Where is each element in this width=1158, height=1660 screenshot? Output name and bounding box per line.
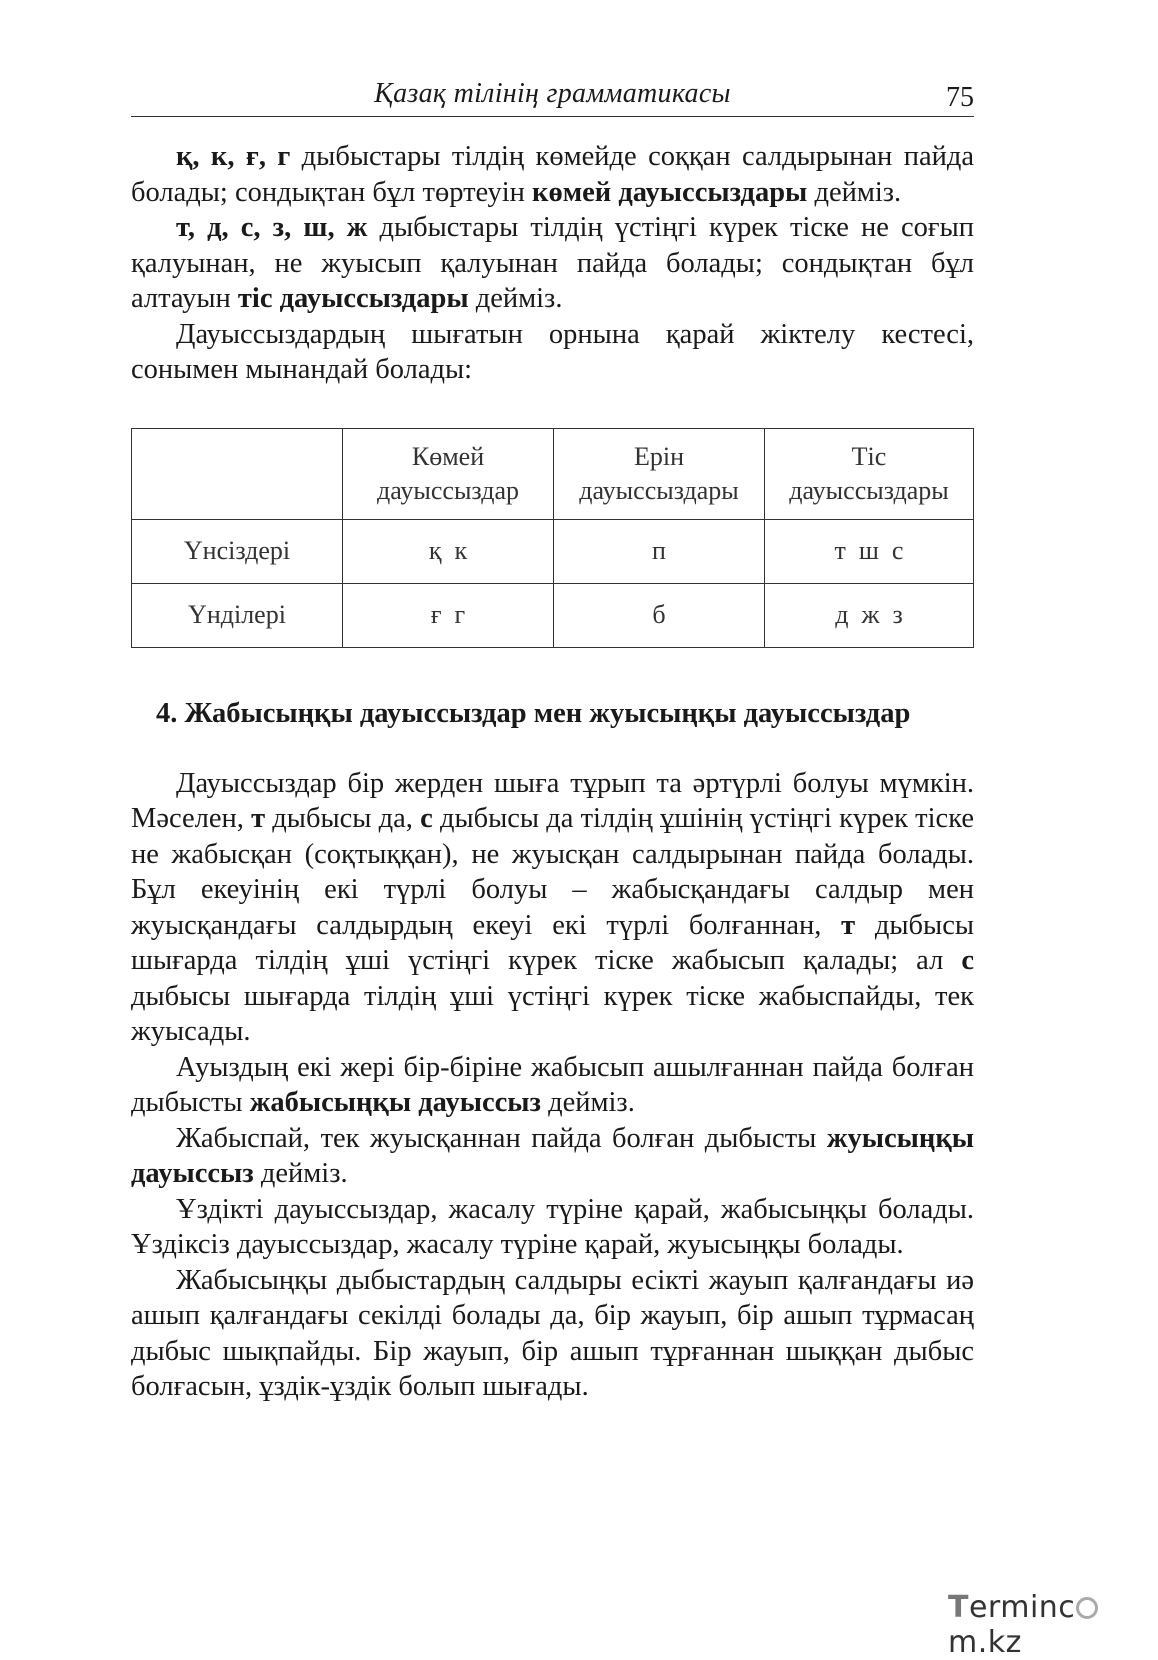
table-row [132,583,974,647]
site-watermark [948,1590,1158,1660]
table-header-cell: Ерін дауыссыздары [554,428,765,519]
table-cell: д ж з [765,583,974,647]
paragraph [131,766,974,1050]
paragraph [131,1050,974,1121]
watermark-o-ring [1076,1597,1098,1619]
bold-term: т [251,803,266,834]
bold-term: қ, к, ғ, г [176,141,291,172]
table-cell: ғ г [343,583,554,647]
bold-term: жуысыңқы дауыссыз [131,1122,974,1189]
table-cell: б [554,583,765,647]
bold-term: көмей дауыссыздары [532,176,808,208]
running-title: Қазақ тілінің грамматикасы [374,78,731,109]
bold-term: т [841,909,856,941]
table-row-label: Үнділері [132,583,343,647]
table-header-cell: Тіс дауыссыздары [765,428,974,519]
text-run: дейміз. [468,283,563,314]
text-run: Жабысыңқы дыбыстардың салдыры есікті жауып қалғандағы иә ашып қалғандағы секілді болады да, бір жауып, бір ашып тұрмасаң дыбыс шықпайды. Бір жауып, бір ашып тұрғаннан шыққан дыбыс болғасын, ұздік-ұздік болып шығады. [131,1264,974,1402]
page-number: 75 [946,82,974,113]
text-run: Дауыссыздар бір жерден шыға тұрып та әртүрлі болуы мүмкін. Мәселен, [131,767,974,834]
book-page [131,78,974,1405]
text-run: дыбыстары тілдің көмейде соққан салдырынан пайда болады; сондықтан бұл төртеуін [131,141,974,208]
text-run: Дауыссыздардың шығатын орнына қарай жіктелу кестесі, сонымен мынандай болады: [131,318,974,385]
text-run: дейміз. [807,176,902,208]
paragraph [131,139,974,210]
text-run: Ауыздың екі жері бір-біріне жабысып ашылғаннан пайда болған дыбысты [131,1051,974,1118]
table-row-label: Үнсіздері [132,519,343,583]
text-run: дыбысы шығарда тілдің ұші үстіңгі күрек тіске жабысып қалады; ал [131,909,974,976]
text-run: Жабыспай, тек жуысқаннан пайда болған дыбысты [176,1122,827,1154]
text-run: дыбысы шығарда тілдің ұші үстіңгі күрек тіске жабыспайды, тек жуысады. [131,980,974,1047]
bold-term: т, д, с, з, ш, ж [176,212,368,243]
running-header [131,78,974,117]
bold-term: с [420,803,433,834]
watermark-mid: erminc [968,1590,1076,1625]
table-corner-cell [132,428,343,519]
table-cell: п [554,519,765,583]
watermark-end: m.kz [948,1625,1022,1660]
table-row [132,519,974,583]
text-run: дейміз. [253,1158,348,1189]
text-run: дыбысы да тілдің ұшінің үстіңгі күрек тіске не жабысқан (соқтыққан), не жуысқан салдырынан пайда болады. Бұл екеуінің екі түрлі болуы – жабысқандағы салдыр мен жуысқандағы салдырдың екеуі екі түрлі болғаннан, [131,803,974,941]
text-run: дыбысы да, [265,803,421,834]
table-cell: қ к [343,519,554,583]
paragraph [131,210,974,317]
table-header-cell: Көмей дауыссыздар [343,428,554,519]
paragraph [131,1192,974,1263]
bold-term: тіс дауыссыздары [237,283,469,314]
consonant-classification-table [131,428,974,648]
text-run: дыбыстары тілдің үстіңгі күрек тіске не соғып қалуынан, не жуысып қалуынан пайда болады; сондықтан бұл алтауын [131,212,974,314]
text-run: дейміз. [540,1087,635,1118]
bold-term: с [961,945,974,976]
bold-term: жабысыңқы дауыссыз [249,1087,541,1118]
paragraph [131,1263,974,1405]
text-run: Ұздікті дауыссыздар, жасалу түріне қарай, жабысыңқы болады. Ұздіксіз дауыссыздар, жасалу түріне қарай, жуысыңқы болады. [131,1193,974,1260]
table-header-row [132,428,974,519]
table-cell: т ш с [765,519,974,583]
paragraph [131,1121,974,1192]
watermark-t: T [948,1590,969,1625]
section-body [131,766,974,1405]
paragraph [131,317,974,388]
section-heading: 4. Жабысыңқы дауыссыздар мен жуысыңқы дауыссыздар [156,697,911,729]
